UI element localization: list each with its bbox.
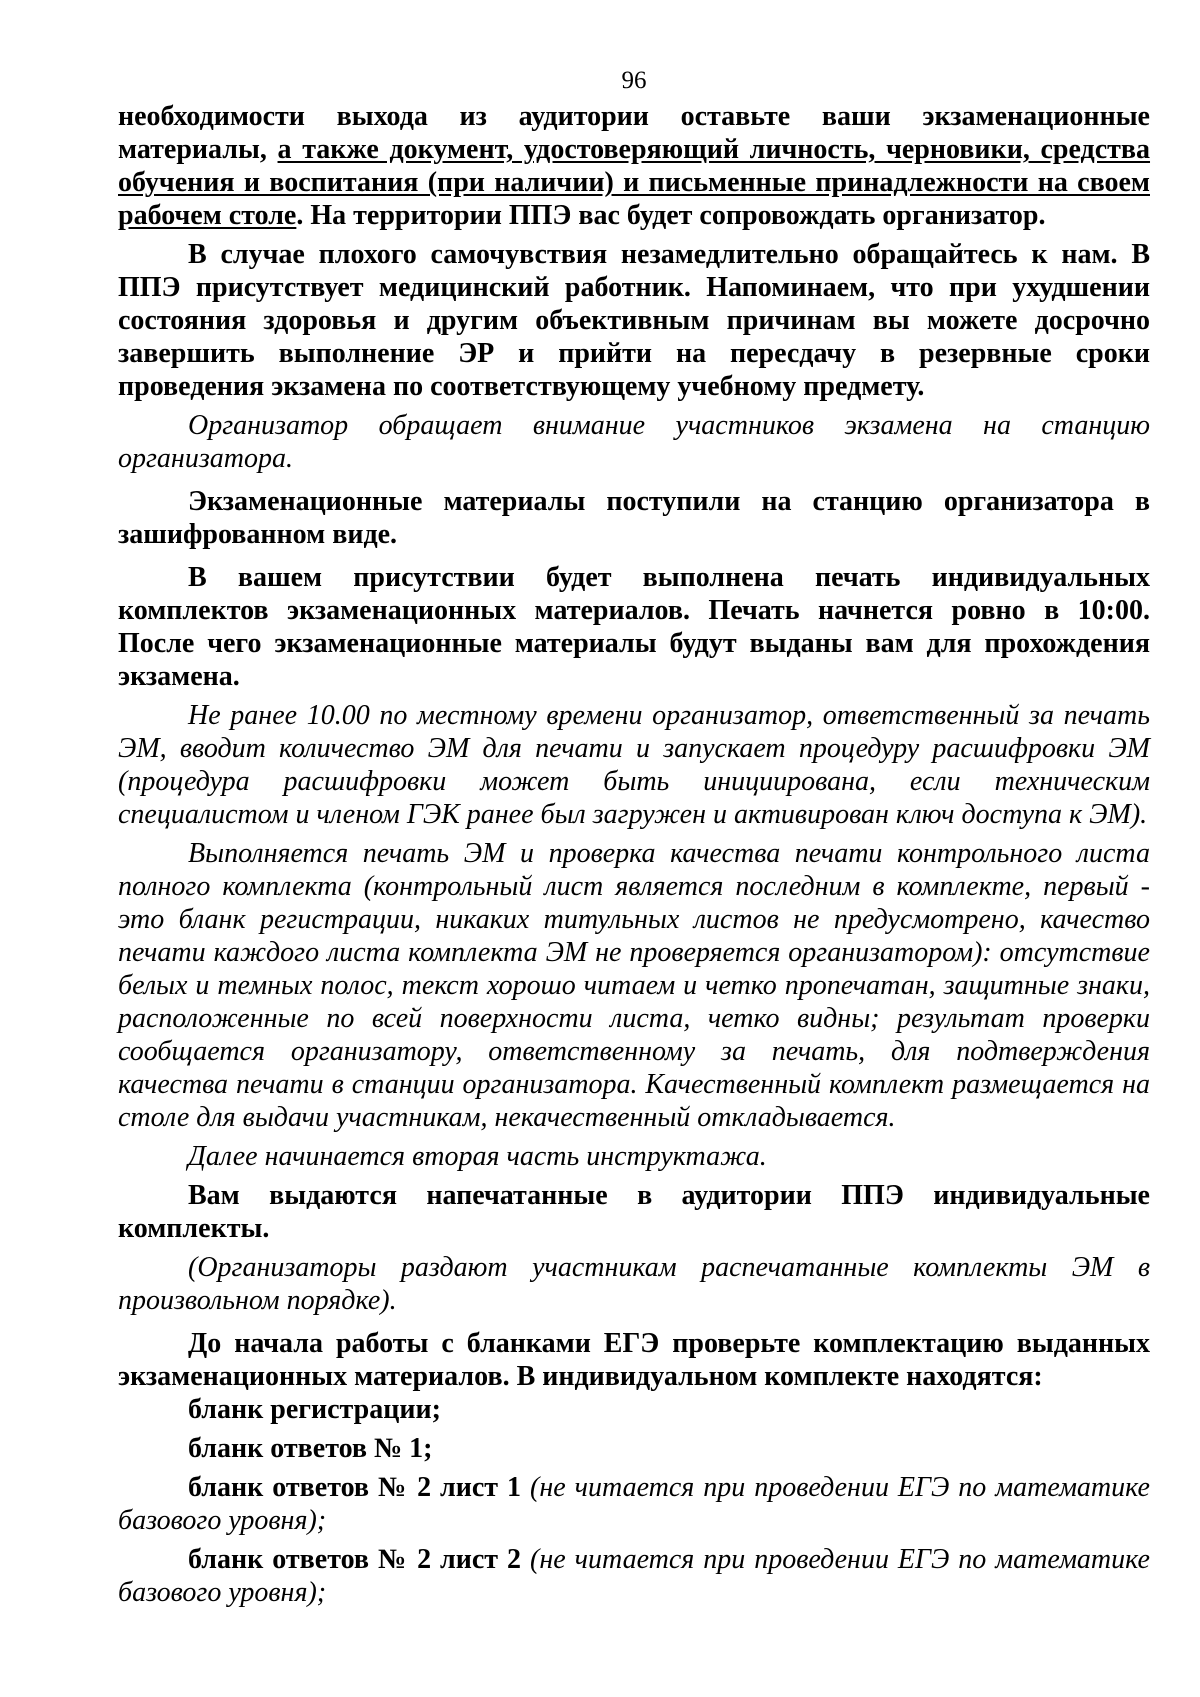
document-page <box>118 66 1150 1609</box>
paragraph-check-kit: До начала работы с бланками ЕГЭ проверьте комплектацию выданных экзаменационных материалов. В индивидуальном комплекте находятся: <box>118 1328 1150 1392</box>
paragraph-encrypted-materials: Экзаменационные материалы поступили на станцию организатора в зашифрованном виде. <box>118 486 1150 550</box>
paragraph-quality-check: Выполняется печать ЭМ и проверка качества печати контрольного листа полного комплекта (контрольный лист является последним в комплекте, первый - это бланк регистрации, никаких титульных листов не предусмотрено, качество печати каждого листа комплекта ЭМ не проверяется организатором): отсутствие белых и темных полос, текст хорошо читаем и четко пропечатан, защитные знаки, расположенные по всей поверхности листа, четко видны; результат проверки сообщается организатору, ответственному за печать, для подтверждения качества печати в станции организатора. Качественный комплект размещается на столе для выдачи участникам, некачественный откладывается. <box>118 838 1150 1133</box>
paragraph-decryption: Не ранее 10.00 по местному времени организатор, ответственный за печать ЭМ, вводит количество ЭМ для печати и запускает процедуру расшифровки ЭМ (процедура расшифровки может быть инициирована, если техническим специалистом и членом ГЭК ранее был загружен и активирован ключ доступа к ЭМ). <box>118 700 1150 830</box>
paragraph-distribution: (Организаторы раздают участникам распечатанные комплекты ЭМ в произвольном порядке). <box>118 1252 1150 1316</box>
list-item-note: (не читается при проведении ЕГЭ по математике базового уровня); <box>118 1472 1150 1536</box>
paragraph-text: необходимости выхода из аудитории оставьте ваши экзаменационные материалы, <box>118 101 1150 165</box>
paragraph-health: В случае плохого самочувствия незамедлительно обращайтесь к нам. В ППЭ присутствует медицинский работник. Напоминаем, что при ухудшении состояния здоровья и другим объективным причинам вы можете досрочно завершить выполнение ЭР и прийти на пересдачу в резервные сроки проведения экзамена по соответствующему учебному предмету. <box>118 239 1150 402</box>
paragraph-leave-materials <box>118 100 1150 232</box>
list-item-note: (не читается при проведении ЕГЭ по математике базового уровня); <box>118 1544 1150 1608</box>
list-item-title: бланк ответов № 2 лист 1 <box>188 1472 522 1503</box>
list-item: бланк ответов № 1; <box>188 1433 433 1464</box>
underlined-text: а также документ, удостоверяющий личность, черновики, средства обучения и воспитания (при наличии) и письменные принадлежности на своем рабочем столе <box>118 134 1151 231</box>
paragraph-kits-issued: Вам выдаются напечатанные в аудитории ППЭ индивидуальные комплекты. <box>118 1180 1150 1244</box>
paragraph-organizer-station: Организатор обращает внимание участников экзамена на станцию организатора. <box>118 410 1150 474</box>
paragraph-printing: В вашем присутствии будет выполнена печать индивидуальных комплектов экзаменационных материалов. Печать начнется ровно в 10:00. После чего экзаменационные материалы будут выданы вам для прохождения экзамена. <box>118 562 1150 692</box>
paragraph-text: . На территории ППЭ вас будет сопровождать организатор. <box>296 200 1046 231</box>
list-item <box>118 1543 1150 1609</box>
list-item: бланк регистрации; <box>188 1394 441 1425</box>
list-item <box>118 1471 1150 1537</box>
list-item-title: бланк ответов № 2 лист 2 <box>188 1544 522 1575</box>
page-number: 96 <box>621 67 647 94</box>
paragraph-second-part: Далее начинается вторая часть инструктажа. <box>188 1141 767 1172</box>
